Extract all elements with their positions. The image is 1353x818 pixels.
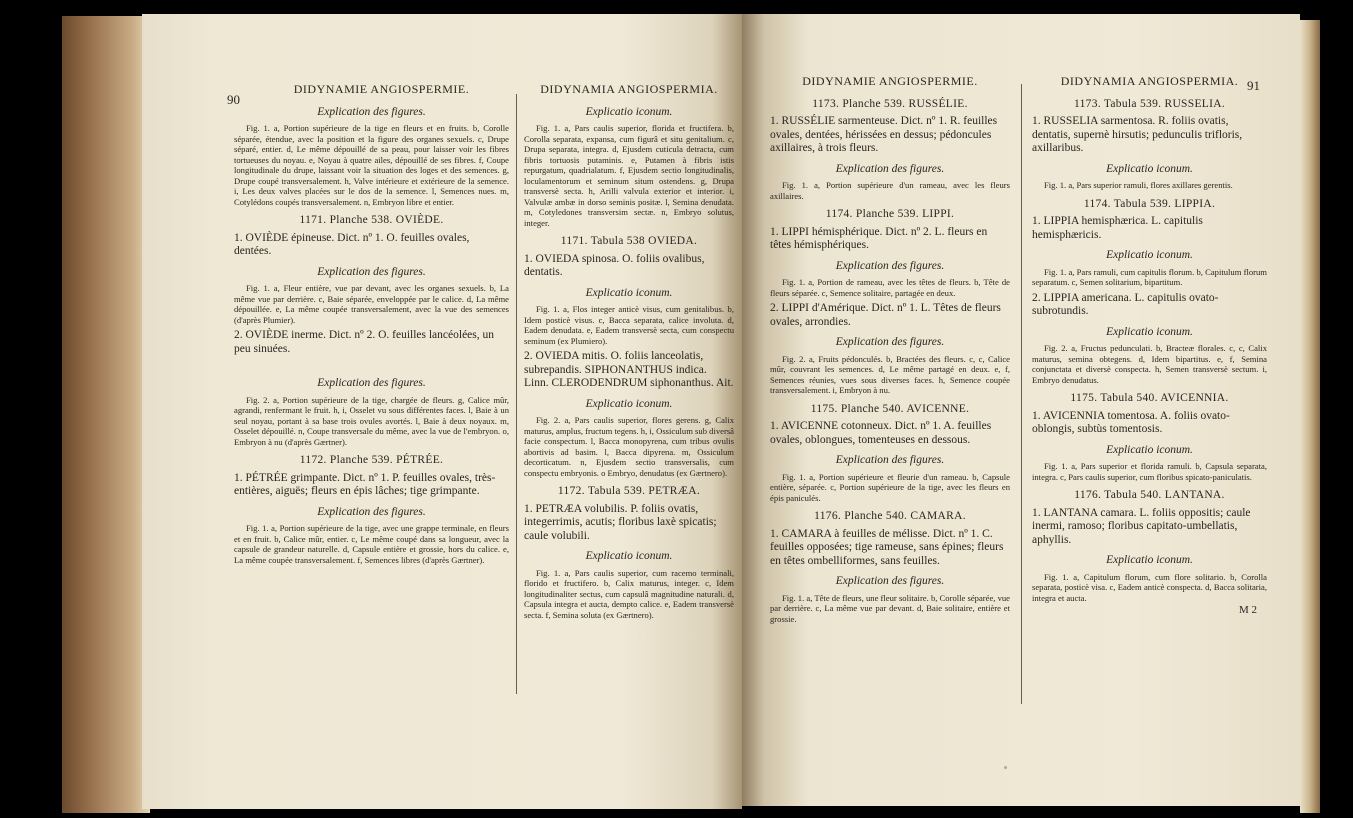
page-number-right: 91 bbox=[1247, 78, 1260, 93]
figure-explanation: Fig. 1. a, Tête de fleurs, une fleur solitaire. b, Corolle séparée, vue par derrière. c, La même vue par devant. d, Baie solitaire, entière et grossie. bbox=[770, 592, 1010, 624]
figure-explanation: Fig. 1. a, Capitulum florum, cum flore solitario. b, Corolla separata, posticè visa. c, Eadem anticè conspecta. d, Bacca solitaria, integra et aucta. bbox=[1032, 571, 1267, 603]
open-book bbox=[62, 8, 1320, 813]
running-header: DIDYNAMIA ANGIOSPERMIA. bbox=[1060, 74, 1239, 88]
left-col-french bbox=[234, 84, 509, 565]
figure-explanation: Fig. 1. a, Pars superior ramuli, flores axillares gerentis. bbox=[1044, 180, 1233, 190]
species-entry: 1. RUSSÉLIE sarmenteuse. Dict. nº 1. R. feuilles ovales, dentées, hérissées en dessus; pédoncules axillaires, à trois fleurs. bbox=[770, 115, 998, 154]
species-entry: 1. AVICENNIA tomentosa. A. foliis ovato-oblongis, subtùs tomentosis. bbox=[1032, 409, 1230, 435]
figure-explanation: Fig. 1. a, Pars superior et florida ramuli. b, Capsula separata, integra. c, Pars caulis superior, cum floribus spicato-paniculatis. bbox=[1032, 461, 1267, 482]
species-entry: 1. RUSSELIA sarmentosa. R. foliis ovatis, dentatis, supernè hirsutis; pedunculis trifloris, axillaribus. bbox=[1032, 115, 1243, 154]
column-divider bbox=[516, 94, 517, 694]
species-entry: 1. CAMARA à feuilles de mélisse. Dict. nº 1. C. feuilles opposées; tige rameuse, sans épines; fleurs en têtes ombelliformes, sans feuilles. bbox=[770, 527, 1004, 567]
explication-title: Explicatio iconum. bbox=[1106, 249, 1193, 261]
species-entry: 2. LIPPI d'Amérique. Dict. nº 1. L. Têtes de fleurs ovales, arrondies. bbox=[770, 302, 1001, 328]
explication-title: Explicatio iconum. bbox=[585, 550, 673, 562]
species-entry: 1. AVICENNE cotonneux. Dict. nº 1. A. feuilles ovales, oblongues, tomenteuses en dessous. bbox=[770, 420, 992, 446]
figure-explanation: Fig. 2. a, Pars caulis superior, flores gerens. g, Calix maturus, amplus, fructum tegens. h, i, Ossiculum sub diversâ facie conspectum. l, Bacca monopyrena, cum tribus ovulis abortivis ad basim. l, Bacca dipyrena. m, Ossiculum decorticatum. n, Ejusdem sectio transversalis, cum conspectu embryonis. o Embryo, denudatus (ex Gærtnero). bbox=[524, 415, 734, 478]
species-entry: 2. OVIEDA mitis. O. foliis lanceolatis, subrepandis. SIPHONANTHUS indica. Linn. CLERODENDRUM siphonanthus. Ait. bbox=[524, 350, 734, 389]
figure-explanation: Fig. 1. a, Pars caulis superior, florida et fructifera. b, Corolla separata, expansa, cum figurâ et situ genitalium. c, Drupa separata, integra. d, Ejusdem cuticula detracta, cum fibris tortuosis putaminis. e, Putamen à fibris istis repurgatum, quadrialatum. f, Ejusdem sectio longitudinalis, loculamentorum et seminum situm ostendens. g, Drupa transversè secta. h, Arilli valvula exterior et interior. i, Valvulæ ambæ in dorso seminis positæ. l, Semina denudata. m, Cotyledones transversim sectæ. n, Embryo solutus, integer. bbox=[524, 123, 734, 228]
species-entry: 1. LANTANA camara. L. foliis oppositis; caule inermi, ramoso; floribus capitato-umbellatis, aphyllis. bbox=[1032, 506, 1251, 546]
section-heading: 1173. Planche 539. RUSSÉLIE. bbox=[812, 97, 968, 110]
species-entry: 1. OVIEDA spinosa. O. foliis ovalibus, dentatis. bbox=[524, 252, 705, 278]
figure-explanation: Fig. 1. a, Portion supérieure d'un rameau, avec les fleurs axillaires. bbox=[770, 180, 1010, 201]
section-heading: 1173. Tabula 539. RUSSELIA. bbox=[1073, 97, 1226, 110]
section-heading: 1175. Tabula 540. AVICENNIA. bbox=[1070, 392, 1229, 404]
species-entry: 1. PÉTRÉE grimpante. Dict. nº 1. P. feuilles ovales, très-entières, aiguës; fleurs en épis lâches; tige grimpante. bbox=[234, 471, 496, 497]
section-heading: 1172. Tabula 539. PETRÆA. bbox=[557, 485, 701, 497]
explication-title: Explicatio iconum. bbox=[585, 105, 673, 118]
section-heading: 1176. Tabula 540. LANTANA. bbox=[1074, 489, 1225, 501]
section-heading: 1174. Planche 539. LIPPI. bbox=[825, 208, 955, 220]
running-header: DIDYNAMIE ANGIOSPERMIE. bbox=[293, 82, 470, 96]
page-number-left: 90 bbox=[227, 92, 240, 107]
right-page bbox=[742, 14, 1300, 806]
species-entry: 1. PETRÆA volubilis. P. foliis ovatis, integerrimis, acutis; floribus laxè spicatis; caule volubili. bbox=[524, 502, 717, 542]
figure-explanation: Fig. 1. a, Pars caulis superior, cum racemo terminali, florido et fructifero. b, Calix maturus, integer. c, Idem longitudinaliter sectus, cum capsulâ magnitudine naturali. d, Capsula integra et aucta, dempto calice. e, Eadem transversè secta. f, Semina soluta (ex Gærtnero). bbox=[524, 567, 734, 620]
explication-title: Explication des figures. bbox=[317, 105, 426, 118]
explication-title: Explicatio iconum. bbox=[1106, 443, 1193, 456]
figure-explanation: Fig. 1. a, Portion de rameau, avec les têtes de fleurs. b, Tête de fleurs séparée. c, Semence solitaire, partagée en deux. bbox=[770, 277, 1010, 298]
right-col-latin bbox=[1032, 76, 1267, 616]
signature-mark: M 2 bbox=[1238, 604, 1257, 616]
explication-title: Explication des figures. bbox=[317, 265, 426, 278]
explication-title: Explication des figures. bbox=[317, 377, 426, 389]
species-entry: 2. OVIÈDE inerme. Dict. nº 2. O. feuilles lancéolées, un peu sinuées. bbox=[234, 329, 495, 355]
section-heading: 1175. Planche 540. AVICENNE. bbox=[810, 402, 970, 415]
species-entry: 2. LIPPIA americana. L. capitulis ovato-subrotundis. bbox=[1032, 291, 1219, 317]
explication-title: Explicatio iconum. bbox=[585, 286, 673, 299]
explication-title: Explicatio iconum. bbox=[585, 397, 673, 410]
explication-title: Explication des figures. bbox=[835, 336, 945, 348]
figure-explanation: Fig. 1. a, Portion supérieure et fleurie d'un rameau. b, Capsule entière, séparée. c, Portion supérieure de la tige, avec les fleurs en épis paniculés. bbox=[770, 471, 1010, 503]
figure-explanation: Fig. 1. a, Pars ramuli, cum capitulis florum. b, Capitulum florum separatum. c, Semen solitarium, bipartitum. bbox=[1032, 266, 1267, 287]
foxing-spot bbox=[1004, 766, 1007, 769]
running-header: DIDYNAMIA ANGIOSPERMIA. bbox=[540, 82, 718, 96]
section-heading: 1174. Tabula 539. LIPPIA. bbox=[1083, 197, 1216, 210]
book-edge-left bbox=[62, 16, 150, 813]
figure-explanation: Fig. 2. a, Fruits pédonculés. b, Bractées des fleurs. c, c, Calice mûr, couvrant les semences. d, Le même partagé en deux. e, f, Semences réunies, vues sous diverses faces. h, Semence coupée transversalement. i, Embryon à nu. bbox=[770, 353, 1010, 395]
left-page bbox=[142, 14, 742, 809]
explication-title: Explication des figures. bbox=[835, 575, 945, 587]
figure-explanation: Fig. 1. a, Fleur entière, vue par devant, avec les organes sexuels. b, La même vue par derrière. c, Baie séparée, enveloppée par le calice. d, La même dépouillée. e, La même coupée transversalement, avec la vue des semences (d'après Plumier). bbox=[234, 283, 509, 325]
species-entry: 1. LIPPI hémisphérique. Dict. nº 2. L. fleurs en têtes hémisphériques. bbox=[770, 225, 988, 251]
left-col-latin bbox=[524, 84, 734, 620]
figure-explanation: Fig. 1. a, Portion supérieure de la tige en fleurs et en fruits. b, Corolle séparée, étendue, avec la position et la figure des organes sexuels. c, Drupe séparé, entier. d, Le même dépouillé de sa peau, pour laisser voir les fibres tortueuses du noyau. e, Noyau à quatre ailes, dépouillé de ses fibres. f, Coupe longitudinale du drupe, laissant voir la situation des loges et des semences. g, Drupe coupé transversalement. h, Valve intérieure et extérieure de la semence. i, Les deux valves placées sur le dos de la semence. l, Semences nues. m, Cotylédons coupés transversalement. n, Embryon libre et entier. bbox=[234, 123, 509, 207]
figure-explanation: Fig. 1. a, Portion supérieure de la tige, avec une grappe terminale, en fleurs et en fruit. b, Calice mûr, entier. c, Le même coupé dans sa longueur, avec la capsule de grandeur naturelle. d, Capsule entière et grossie, hors du calice. e, La même coupée transversalement. f, Semences libres (d'après Gærtner). bbox=[234, 523, 509, 565]
explication-title: Explication des figures. bbox=[835, 259, 945, 272]
figure-explanation: Fig. 1. a, Flos integer anticè visus, cum genitalibus. b, Idem posticè visus. c, Bacca separata, calice involuta. d, Eadem denudata. e, Eadem transversè secta, cum conspectu seminum (ex Plumiero). bbox=[524, 304, 734, 346]
explication-title: Explicatio iconum. bbox=[1106, 554, 1193, 566]
explication-title: Explication des figures. bbox=[835, 454, 945, 466]
section-heading: 1172. Planche 539. PÉTRÉE. bbox=[299, 454, 444, 466]
section-heading: 1176. Planche 540. CAMARA. bbox=[814, 510, 966, 522]
figure-explanation: Fig. 2. a, Portion supérieure de la tige, chargée de fleurs. g, Calice mûr, agrandi, renfermant le fruit. h, i, Osselet vu sous différentes faces. l, Baie à un seul noyau, portant à sa base trois ovules avortés. l, Baie à deux noyaux. m, Osselet dépouillé. n, Coupe transversale du même, avec la vue de l'embryon. o, Embryon à nu (d'après Gærtner). bbox=[234, 394, 509, 447]
section-heading: 1171. Planche 538. OVIÈDE. bbox=[299, 214, 444, 226]
figure-explanation: Fig. 2. a, Fructus pedunculati. b, Bracteæ florales. c, c, Calix maturus, semina obtegens. d, Idem bipartitus. e, f, Semina conjunctata et diversè conspecta. h, Semen transversè sectum. i, Embryo denudatus. bbox=[1032, 343, 1267, 385]
running-header: DIDYNAMIE ANGIOSPERMIE. bbox=[802, 74, 978, 88]
book-edge-right bbox=[1300, 20, 1320, 813]
explication-title: Explicatio iconum. bbox=[1106, 162, 1193, 175]
species-entry: 1. OVIÈDE épineuse. Dict. nº 1. O. feuilles ovales, dentées. bbox=[234, 231, 470, 257]
section-heading: 1171. Tabula 538 OVIEDA. bbox=[560, 235, 698, 247]
explication-title: Explication des figures. bbox=[317, 505, 426, 518]
right-col-french bbox=[770, 76, 1010, 624]
explication-title: Explication des figures. bbox=[835, 162, 945, 175]
explication-title: Explicatio iconum. bbox=[1106, 325, 1193, 338]
species-entry: 1. LIPPIA hemisphærica. L. capitulis hemisphæricis. bbox=[1032, 215, 1203, 241]
